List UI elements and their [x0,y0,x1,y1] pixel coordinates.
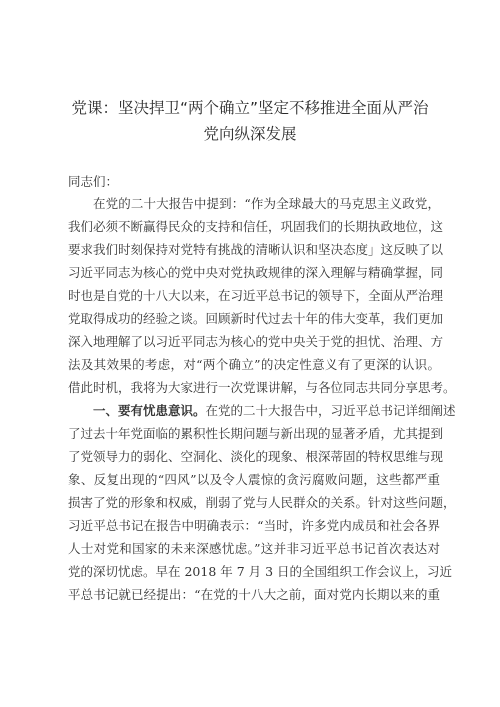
paragraph-2-line: 习近平总书记在报告中明确表示：“当时，许多党内成员和社会各界 [68,518,440,533]
section-heading: 一、要有忧患意识。 [93,403,206,418]
paragraph-1-line: 借此时机，我将为大家进行一次党课讲解，与各位同志共同分享思考。 [68,380,456,395]
paragraph-2-line: 象、反复出现的“四风”以及令人震惊的贪污腐败问题，这些都严重 [68,472,440,487]
paragraph-1-line: 要求我们时刻保持对党特有挑战的清晰认识和坚决态度」这反映了以 [68,242,444,257]
paragraph-1-line: 在党的二十大报告中提到：“作为全球最大的马克思主义政党， [93,196,440,211]
paragraph-2-line: 党的深切忧虑。早在 2018 年 7 月 3 日的全国组织工作会议上，习近 [68,564,453,579]
paragraph-2-line: 平总书记就已经提出：“在党的十八大之前，面对党内长期以来的重 [68,587,440,602]
paragraph-2-line: 了过去十年党面临的累积性长期问题与新出现的显著矛盾，尤其提到 [68,426,444,441]
paragraph-1-line: 习近平同志为核心的党中央对党执政规律的深入理解与精确掌握，同 [68,265,444,280]
document-title-line-2: 党向纵深发展 [203,125,297,143]
paragraph-2-line: 了党领导力的弱化、空洞化、淡化的现象、根深蒂固的特权思维与现 [68,449,444,464]
greeting: 同志们： [68,174,119,189]
paragraph-1-line: 党取得成功的经验之谈。回顾新时代过去十年的伟大变革，我们更加 [68,311,444,326]
paragraph-1-line: 我们必须不断赢得民众的支持和信任，巩固我们的长期执政地位，这 [68,219,444,234]
paragraph-1-line: 法及其效果的考虑，对“两个确立”的决定性意义有了更深的认识。 [68,357,440,372]
document-title-line-1: 党课：坚决捍卫“两个确立”坚定不移推进全面从严治 [71,99,429,117]
paragraph-1-line: 时也是自党的十八大以来，在习近平总书记的领导下，全面从严治理 [68,288,444,303]
paragraph-1-line: 深入地理解了以习近平同志为核心的党中央关于党的担忧、治理、方 [68,334,444,349]
paragraph-2-first-line-text: 在党的二十大报告中，习近平总书记详细阐述 [205,403,456,418]
paragraph-2-line: 人士对党和国家的未来深感忧虑。”这并非习近平总书记首次表达对 [68,541,440,556]
paragraph-2-line: 损害了党的形象和权威，削弱了党与人民群众的关系。针对这些问题， [68,495,456,510]
paragraph-2-first-line [93,402,456,420]
